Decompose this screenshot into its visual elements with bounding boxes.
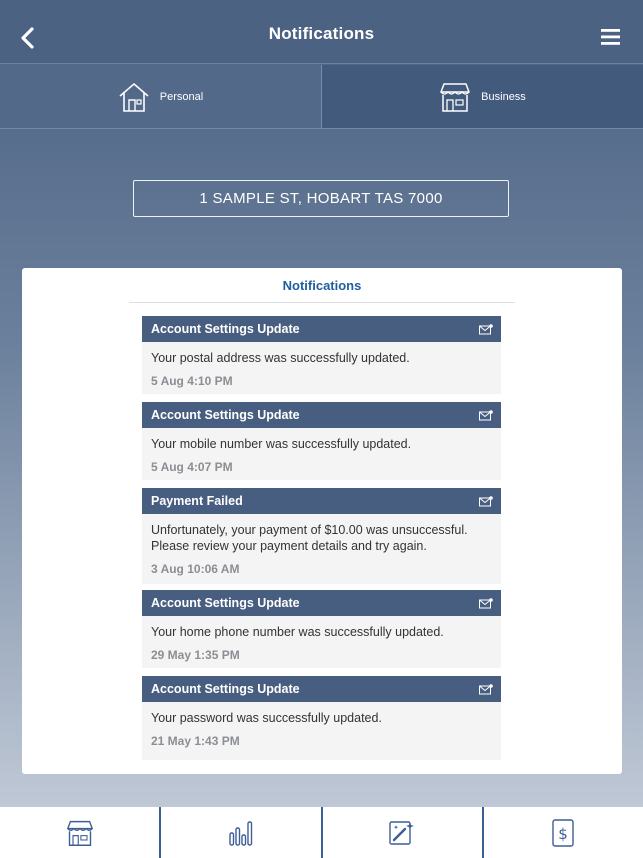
envelope-icon bbox=[479, 496, 493, 507]
notification-header bbox=[142, 316, 501, 342]
notification-item[interactable] bbox=[142, 488, 501, 584]
notification-message: Your home phone number was successfully updated. bbox=[151, 625, 444, 639]
notification-header bbox=[142, 402, 501, 428]
tab-personal[interactable] bbox=[0, 65, 322, 128]
envelope-icon bbox=[479, 684, 493, 695]
house-icon bbox=[118, 81, 150, 113]
hamburger-icon bbox=[599, 26, 623, 48]
nav-services[interactable] bbox=[323, 807, 484, 858]
shop-icon bbox=[66, 819, 94, 847]
notification-item[interactable] bbox=[142, 316, 501, 394]
tab-business[interactable] bbox=[322, 65, 643, 128]
account-type-tabs bbox=[0, 65, 643, 129]
nav-shop[interactable] bbox=[0, 807, 161, 858]
svg-text:$: $ bbox=[558, 824, 569, 843]
notification-date: 5 Aug 4:10 PM bbox=[151, 374, 233, 388]
menu-button[interactable] bbox=[599, 26, 623, 48]
notification-item[interactable] bbox=[142, 402, 501, 480]
shop-icon bbox=[439, 81, 471, 113]
notification-title: Account Settings Update bbox=[151, 596, 300, 610]
notification-date: 5 Aug 4:07 PM bbox=[151, 460, 233, 474]
tab-personal-label: Personal bbox=[159, 90, 204, 103]
address-selector[interactable]: 1 SAMPLE ST, HOBART TAS 7000 bbox=[133, 180, 509, 217]
notification-title: Account Settings Update bbox=[151, 322, 300, 336]
notification-header bbox=[142, 676, 501, 702]
panel-title: Notifications bbox=[282, 278, 362, 293]
bottom-nav bbox=[0, 807, 643, 858]
top-bar bbox=[0, 0, 643, 64]
notification-date: 3 Aug 10:06 AM bbox=[151, 562, 240, 576]
notification-title: Account Settings Update bbox=[151, 408, 300, 422]
notification-title: Payment Failed bbox=[151, 494, 243, 508]
envelope-icon bbox=[479, 410, 493, 421]
divider bbox=[129, 302, 515, 303]
notification-item[interactable] bbox=[142, 590, 501, 668]
notification-title: Account Settings Update bbox=[151, 682, 300, 696]
magic-wand-icon bbox=[388, 819, 416, 847]
nav-billing[interactable] bbox=[484, 807, 643, 858]
notification-message: Unfortunately, your payment of $10.00 was unsuccessful. Please review your payment details and try again. bbox=[151, 523, 468, 553]
notification-message: Your postal address was successfully updated. bbox=[151, 351, 410, 365]
notification-date: 29 May 1:35 PM bbox=[151, 648, 240, 662]
notification-date: 21 May 1:43 PM bbox=[151, 734, 240, 748]
notification-message: Your password was successfully updated. bbox=[151, 711, 382, 725]
notifications-panel bbox=[22, 268, 622, 774]
notification-message: Your mobile number was successfully updated. bbox=[151, 437, 412, 451]
notification-header bbox=[142, 590, 501, 616]
page-title: Notifications bbox=[268, 24, 375, 43]
envelope-icon bbox=[479, 598, 493, 609]
bar-chart-icon bbox=[227, 819, 255, 847]
envelope-icon bbox=[479, 324, 493, 335]
notification-header bbox=[142, 488, 501, 514]
dollar-icon bbox=[550, 819, 576, 847]
nav-usage[interactable] bbox=[161, 807, 322, 858]
notification-item[interactable] bbox=[142, 676, 501, 760]
tab-business-label: Business bbox=[481, 90, 526, 103]
